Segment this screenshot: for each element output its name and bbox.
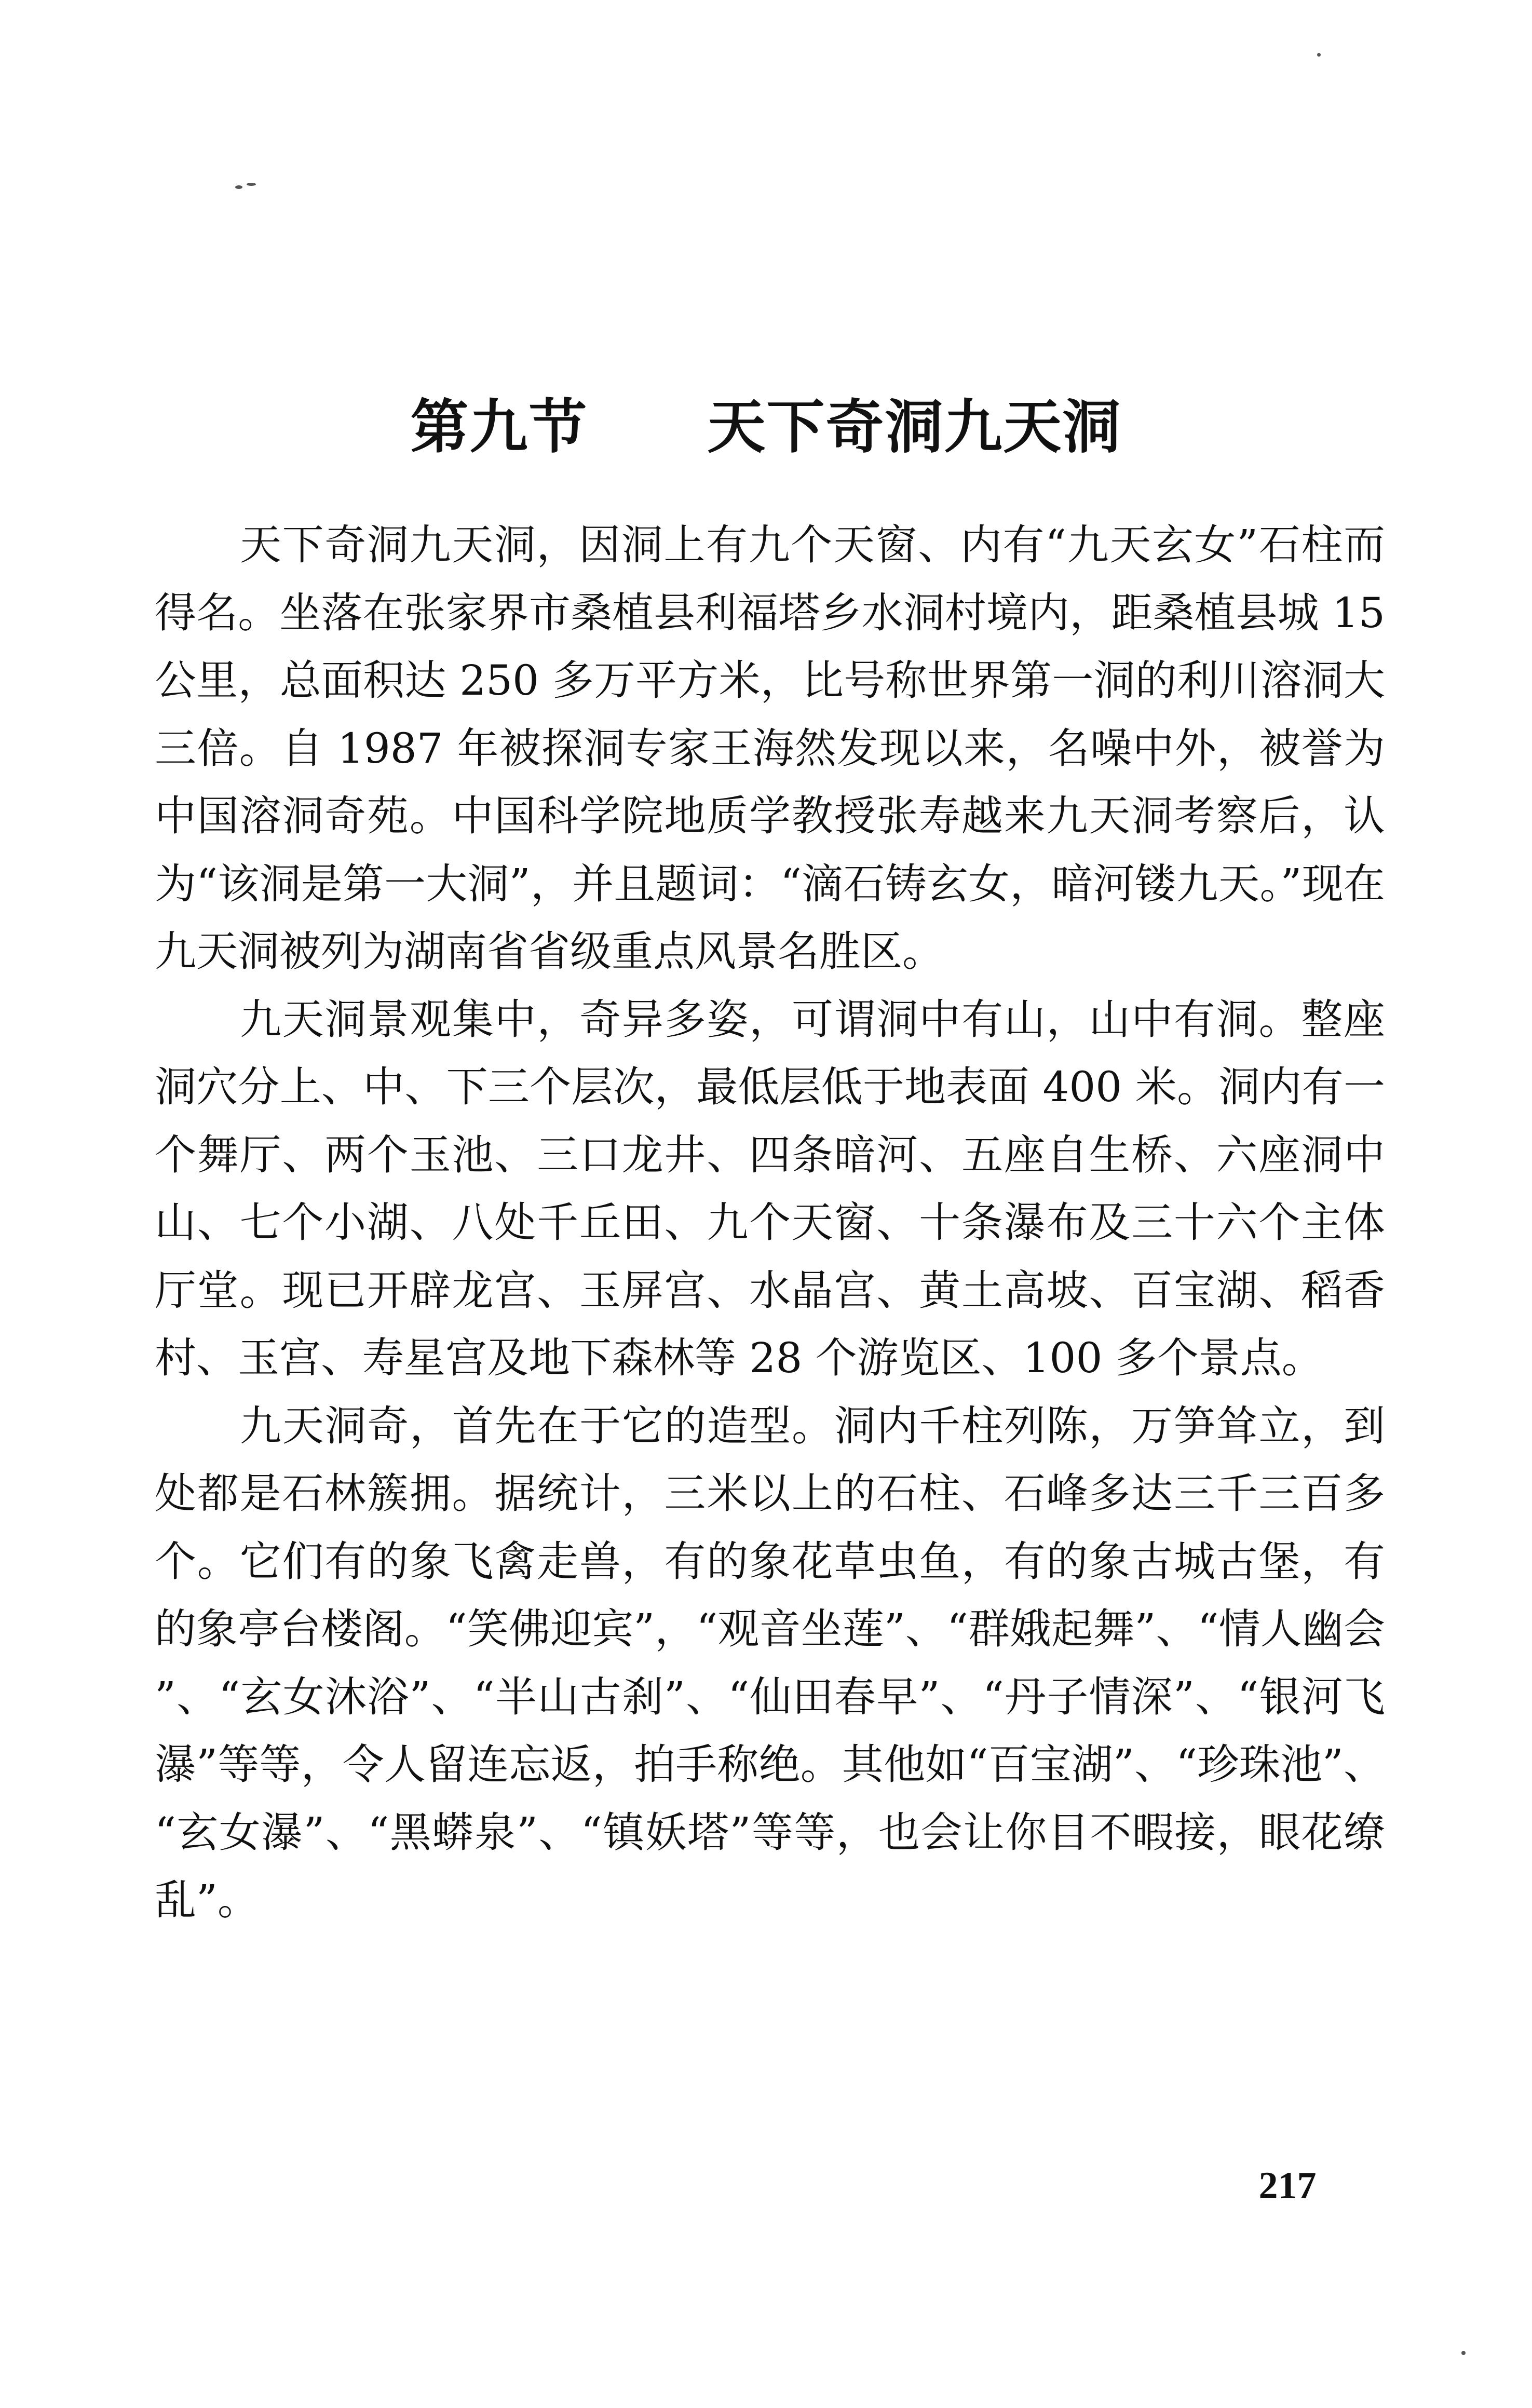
body-text: [155, 511, 1385, 1934]
section-label: 第九节: [410, 394, 588, 462]
paragraph-3: 九天洞奇，首先在于它的造型。洞内千柱列陈，万笋耸立，到处都是石林簇拥。据统计，三米以上的石柱、石峰多达三千三百多个。它们有的象飞禽走兽，有的象花草虫鱼，有的象古城古堡，有的象亭台楼阁。“笑佛迎宾”，“观音坐莲”、“群娥起舞”、“情人幽会”、“玄女沐浴”、“半山古刹”、“仙田春早”、“丹子情深”、“银河飞瀑”等等，令人留连忘返，拍手称绝。其他如“百宝湖”、“珍珠池”、“玄女瀑”、“黑蟒泉”、“镇妖塔”等等，也会让你目不暇接，眼花缭乱”。: [155, 1401, 1385, 1924]
paragraph-2: 九天洞景观集中，奇异多姿，可谓洞中有山，山中有洞。整座洞穴分上、中、下三个层次，最低层低于地表面 400 米。洞内有一个舞厅、两个玉池、三口龙井、四条暗河、五座自生桥、六座洞中山、七个小湖、八处千丘田、九个天窗、十条瀑布及三十六个主体厅堂。现已开辟龙宫、玉屏宫、水晶宫、黄土高坡、百宝湖、稻香村、玉宫、寿星宫及地下森林等 28 个游览区、100 多个景点。: [155, 995, 1385, 1382]
scan-speck: [235, 185, 242, 189]
page-number: 217: [1258, 2165, 1317, 2207]
section-heading: [0, 386, 1532, 469]
scan-speck: [247, 183, 256, 186]
section-title: 天下奇洞九天洞: [707, 394, 1122, 462]
scan-speck: [1461, 2351, 1466, 2355]
paragraph-1: 天下奇洞九天洞，因洞上有九个天窗、内有“九天玄女”石柱而得名。坐落在张家界市桑植县利福塔乡水洞村境内，距桑植县城 15 公里，总面积达 250 多万平方米，比号称世界第一洞的利川溶洞大三倍。自 1987 年被探洞专家王海然发现以来，名噪中外，被誉为中国溶洞奇苑。中国科学院地质学教授张寿越来九天洞考察后，认为“该洞是第一大洞”，并且题词：“滴石铸玄女，暗河镂九天。”现在九天洞被列为湖南省省级重点风景名胜区。: [155, 521, 1385, 976]
scan-speck: [1317, 53, 1321, 57]
